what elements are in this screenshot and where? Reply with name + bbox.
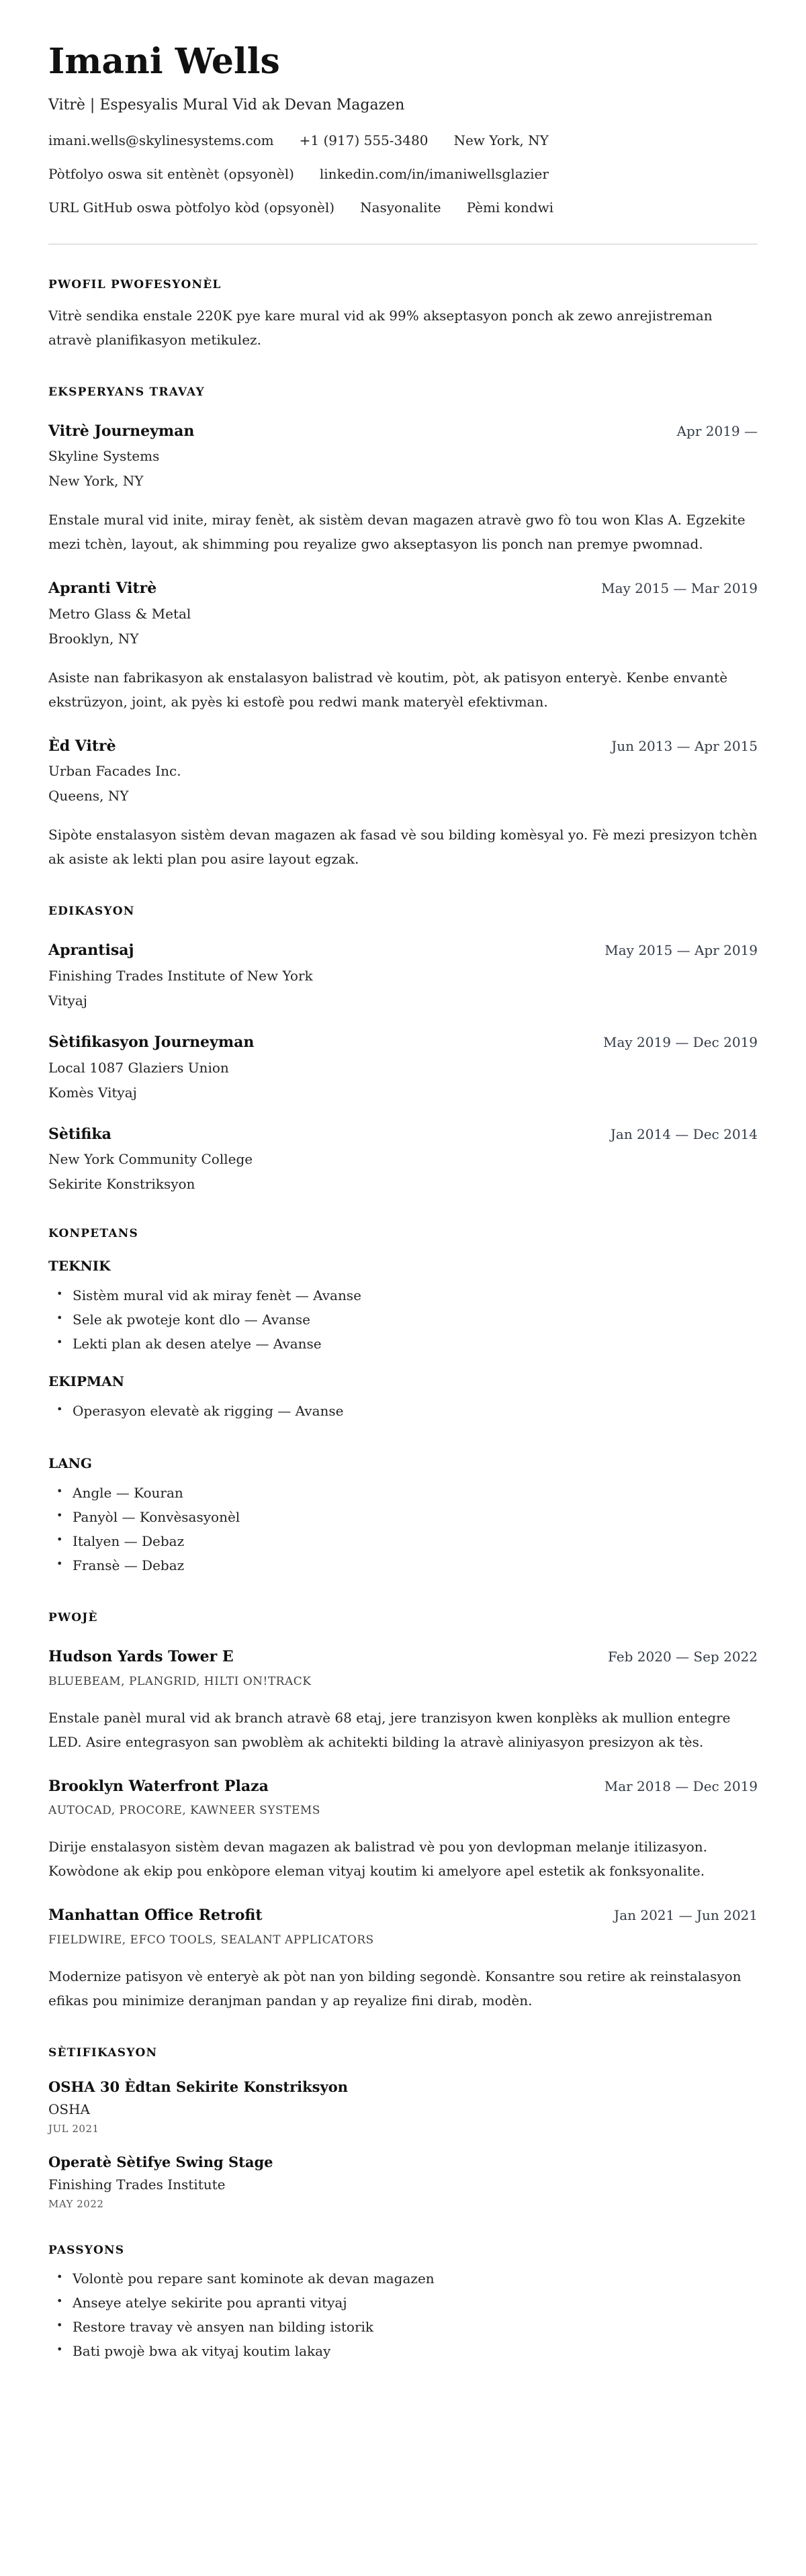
passion-item: • Volontè pou repare sant kominote ak devan magazen [48,2266,758,2291]
project-dates: Feb 2020 — Sep 2022 [608,1649,758,1665]
job-header [48,737,758,756]
certifications-heading: SÈTIFIKASYON [48,2045,158,2060]
profile-heading: PWOFIL PWOFESYONÈL [48,277,222,291]
education-degree: Sètifikasyon Journeyman [48,1033,255,1051]
job-header [48,579,758,598]
job-title: Vitrè Journeyman [48,422,195,440]
job-description: Asiste nan fabrikasyon ak enstalasyon balistrad vè koutim, pòt, ak patisyon enteryè. Kenbe envantè ekstrüzyon, joint, ak pyès ki estofè pou redwi mank materyèl efektivman. [48,669,728,710]
profile-summary: Vitrè sendika enstale 220K pye kare mural vid ak 99% akseptasyon ponch ak zewo anrejistreman atravè planifikasyon metikulez. [48,307,713,348]
education-dates: Jan 2014 — Dec 2014 [610,1125,758,1142]
job-company: Metro Glass & Metal [48,605,191,622]
projects-heading: PWOJÈ [48,1611,98,1625]
education-field: Sekirite Konstriksyon [48,1176,195,1193]
passions-heading: PASSYONS [48,2243,125,2257]
language-item: • Panyòl — Konvèsasyonèl [48,1505,758,1529]
job-location: New York, NY [48,473,144,490]
job-location: Brooklyn, NY [48,630,139,647]
section-profile [48,278,758,352]
certification-entry [48,2154,758,2210]
project-tools: AUTOCAD, PROCORE, KAWNEER SYSTEMS [48,1804,320,1818]
education-degree: Sètifika [48,1125,111,1143]
passion-item: • Bati pwojè bwa ak vityaj koutim lakay [48,2339,758,2363]
language-item: • Angle — Kouran [48,1481,758,1505]
contact-nationality: Nasyonalite [360,199,441,216]
project-entry [48,1647,758,1754]
project-description: Enstale panèl mural vid ak branch atravè 68 etaj, jere tranzisyon kwen konplèks ak mullion entegre LED. Asire entegrasyon san pwoblèm ak achitekti bilding la atravè aliniyasyon presizyon ak tès. [48,1709,731,1750]
project-entry [48,1777,758,1884]
contact-row-1 [48,131,758,150]
project-dates: Jan 2021 — Jun 2021 [614,1907,758,1924]
education-school: New York Community College [48,1151,253,1168]
project-header [48,1906,758,1925]
skill-group-name: TEKNIK [48,1258,111,1275]
project-entry [48,1906,758,2013]
education-field: Komès Vityaj [48,1084,137,1101]
job-description: Sipòte enstalasyon sistèm devan magazen ak fasad vè sou bilding komèsyal yo. Fè mezi presizyon tchèn ak asiste ak lekti plan pou asire layout egzak. [48,827,758,868]
section-passions [48,2244,758,2363]
project-header [48,1777,758,1796]
job-company: Urban Facades Inc. [48,763,181,780]
contact-linkedin: linkedin.com/in/imaniwellsglazier [319,165,549,182]
candidate-title: Vitrè | Espesyalis Mural Vid ak Devan Magazen [48,96,405,113]
skill-item: • Sele ak pwoteje kont dlo — Avanse [48,1307,758,1332]
education-school: Local 1087 Glaziers Union [48,1059,229,1076]
certification-date: JUL 2021 [48,2122,99,2135]
project-name: Hudson Yards Tower E [48,1648,234,1666]
job-title: Èd Vitrè [48,737,116,755]
education-degree: Aprantisaj [48,941,134,960]
passions-list [48,2266,758,2363]
project-dates: Mar 2018 — Dec 2019 [604,1778,758,1794]
language-item: • Fransè — Debaz [48,1553,758,1577]
job-description: Enstale mural vid inite, miray fenèt, ak sistèm devan magazen atravè gwo fò tou won Klas A. Egzekite mezi tchèn, layout, ak shimming pou reyalize gwo akseptasyon lis ponch nan premye pwomnad. [48,512,746,553]
contact-row-3 [48,198,758,217]
job-dates: Jun 2013 — Apr 2015 [611,737,758,754]
job-entry [48,422,758,557]
certification-date: MAY 2022 [48,2197,104,2210]
contact-email: imani.wells@skylinesystems.com [48,132,274,148]
project-name: Manhattan Office Retrofit [48,1906,263,1925]
education-entry [48,1033,758,1102]
language-list [48,1481,758,1577]
job-entry [48,737,758,872]
education-dates: May 2019 — Dec 2019 [603,1033,758,1050]
experience-heading: EKSPERYANS TRAVAY [48,385,205,399]
skill-item: • Operasyon elevatè ak rigging — Avanse [48,1399,758,1423]
job-company: Skyline Systems [48,448,160,465]
section-certifications [48,2046,758,2210]
project-description: Modernize patisyon vè enteryè ak pòt nan yon bilding segondè. Konsantre sou retire ak reinstalasyon efikas pou minimize deranjman pandan y ap reyalize fini dirab, modèn. [48,1968,742,2009]
contact-phone: +1 (917) 555-3480 [299,132,429,148]
project-description: Dirije enstalasyon sistèm devan magazen ak balistrad vè pou yon devlopman melanje itilizasyon. Kowòdone ak ekip pou enkòpore eleman vityaj koutim ki amelyore apel estetik ak fonksyonalite. [48,1839,707,1880]
section-projects [48,1611,758,2013]
skill-group-technical [48,1258,758,1356]
project-name: Brooklyn Waterfront Plaza [48,1777,269,1795]
project-header [48,1647,758,1667]
education-school: Finishing Trades Institute of New York [48,967,313,984]
passion-item: • Anseye atelye sekirite pou apranti vityaj [48,2291,758,2315]
education-header [48,1033,758,1052]
skill-group-name: EKIPMAN [48,1373,124,1390]
skill-group-name: LANG [48,1455,92,1472]
section-skills [48,1227,758,1577]
skill-group-equipment [48,1373,758,1423]
certification-issuer: Finishing Trades Institute [48,2176,226,2193]
contact-portfolio-placeholder: Pòtfolyo oswa sit entènèt (opsyonèl) [48,165,294,182]
education-entry [48,1125,758,1194]
job-entry [48,579,758,714]
skill-item: • Sistèm mural vid ak miray fenèt — Avanse [48,1283,758,1307]
candidate-name: Imani Wells [48,41,280,82]
education-heading: EDIKASYON [48,905,135,919]
certification-issuer: OSHA [48,2101,90,2117]
education-header [48,941,758,960]
contact-row-2 [48,165,758,183]
education-header [48,1125,758,1144]
passion-item: • Restore travay vè ansyen nan bilding istorik [48,2315,758,2339]
skill-list [48,1283,758,1356]
contact-location: New York, NY [453,132,549,148]
resume-header [48,42,758,244]
skill-group-languages [48,1455,758,1577]
education-field: Vityaj [48,992,87,1009]
skills-heading: KONPETANS [48,1227,138,1241]
certification-name: OSHA 30 Èdtan Sekirite Konstriksyon [48,2078,348,2095]
certification-name: Operatè Sètifye Swing Stage [48,2153,273,2170]
skill-item: • Lekti plan ak desen atelye — Avanse [48,1332,758,1356]
certification-entry [48,2078,758,2135]
contact-driving-permit: Pèmi kondwi [466,199,554,216]
job-location: Queens, NY [48,788,129,804]
project-tools: FIELDWIRE, EFCO TOOLS, SEALANT APPLICATORS [48,1933,374,1947]
project-tools: BLUEBEAM, PLANGRID, HILTI ON!TRACK [48,1674,312,1688]
section-experience [48,385,758,872]
language-item: • Italyen — Debaz [48,1529,758,1553]
job-dates: Apr 2019 — [676,422,758,439]
education-entry [48,941,758,1010]
job-title: Apranti Vitrè [48,580,157,598]
job-header [48,422,758,441]
education-dates: May 2015 — Apr 2019 [604,942,758,959]
section-education [48,905,758,1193]
contact-github-placeholder: URL GitHub oswa pòtfolyo kòd (opsyonèl) [48,199,335,216]
job-dates: May 2015 — Mar 2019 [601,580,758,597]
skill-list [48,1399,758,1423]
